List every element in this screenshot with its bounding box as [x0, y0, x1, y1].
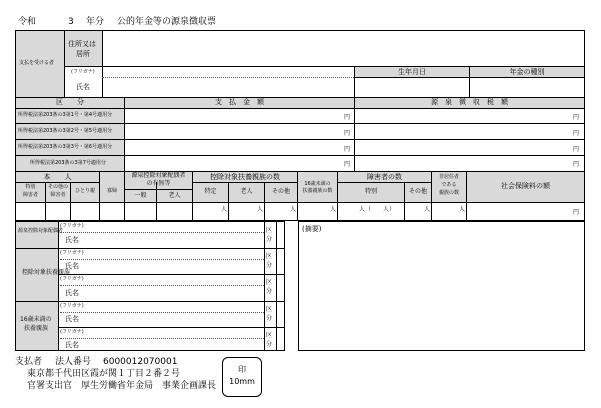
name-label: 氏名: [76, 83, 90, 91]
kubun-label: 区分: [266, 227, 273, 243]
yen-unit: 円: [573, 209, 580, 216]
payer-label: 支払者: [15, 357, 43, 367]
single-parent-label: ひとり親: [74, 188, 95, 194]
person-unit: 人: [424, 206, 431, 213]
address-label-cell: [65, 31, 102, 66]
yen-unit: 円: [344, 146, 351, 153]
furigana-label: (フリガナ): [60, 250, 84, 256]
other-disabled-label-2: 障害者: [50, 192, 66, 198]
payer-officer: 官署支出官 厚生労働省年金局 事業企画課長: [27, 381, 217, 391]
nonresident-header-3: 親族の数: [438, 190, 459, 196]
furigana-label: (フリガナ): [60, 303, 84, 309]
dep-other-label: その他: [271, 188, 290, 195]
remarks-label: (摘要): [302, 225, 322, 233]
corporate-number: 6000012070001: [103, 357, 178, 367]
pension-type-label: 年金の種別: [509, 68, 545, 76]
category-header: 区 分: [56, 98, 84, 106]
kubun-label: 区分: [266, 332, 273, 348]
amount-row-3-label: 所得税法第203条の3第3号・第6号適用分: [18, 144, 113, 150]
year-suffix: 年分: [86, 17, 105, 27]
under16-label-1: 16歳未満の: [20, 316, 52, 323]
yen-unit: 円: [344, 161, 351, 168]
widow-label: 寡婦: [106, 188, 117, 194]
name-label: 氏名: [65, 341, 79, 349]
elderly-label: 老人: [168, 192, 181, 199]
under16-header-2: 扶養親族の数: [302, 188, 333, 194]
specific-label: 特定: [204, 188, 217, 195]
person-unit: 人: [459, 206, 466, 213]
furigana-label: (フリガナ): [60, 329, 84, 335]
era-label: 令和: [18, 17, 37, 27]
payee-label: 支払を受ける者: [19, 60, 55, 66]
person-unit: 人: [290, 206, 297, 213]
dependents-count-header: 控除対象扶養親族の数: [210, 173, 280, 181]
yen-unit: 円: [344, 114, 351, 121]
kubun-label: 区分: [266, 306, 273, 322]
yen-unit: 円: [573, 130, 580, 137]
yen-unit: 円: [344, 130, 351, 137]
yen-unit: 円: [573, 114, 580, 121]
amount-row-4-label: 所得税法第203条の3第7号適用分: [30, 160, 106, 166]
dep-elderly-label: 老人: [240, 188, 253, 195]
name-label: 氏名: [65, 262, 79, 270]
amount-row-1-label: 所得税法第203条の3第1号・第4号適用分: [18, 112, 113, 118]
kubun-label: 区分: [266, 253, 273, 269]
yen-unit: 円: [573, 146, 580, 153]
dis-special-label: 特別: [364, 188, 377, 195]
dependents-label: 控除対象扶養親族: [22, 269, 71, 276]
spouse-header-2: の有無等: [146, 180, 171, 187]
furigana-label: (フリガナ): [71, 69, 95, 75]
under16-header-1: 16歳未満の: [304, 181, 331, 187]
insurance-header: 社会保険料の額: [501, 182, 550, 190]
spouse-header-1: 源泉控除対象配偶者: [131, 172, 186, 179]
dis-other-label: その他: [408, 188, 427, 195]
payment-header: 支 払 金 額: [215, 98, 264, 106]
person-unit: 人: [330, 206, 337, 213]
kubun-label: 区分: [266, 279, 273, 295]
withholding-header: 源 泉 徴 収 税 額: [431, 98, 508, 106]
self-header: 本 人: [43, 173, 72, 181]
amount-row-2-label: 所得税法第203条の3第2号・第5号適用分: [18, 128, 113, 134]
name-label: 氏名: [65, 315, 79, 323]
person-unit: 人: [221, 206, 228, 213]
disabled-count-header: 障害者の数: [367, 173, 402, 181]
disabled-label: 障害者: [22, 192, 38, 198]
remarks-box: [298, 221, 585, 351]
nonresident-header-2: である: [441, 182, 457, 188]
birthdate-label: 生年月日: [398, 68, 426, 76]
seal-label: 印: [238, 365, 246, 374]
other-disabled-label-1: その他の: [47, 184, 68, 190]
document-title: 公的年金等の源泉徴収票: [117, 17, 217, 27]
address-label-2: 居所: [76, 50, 90, 58]
general-label: 一般: [134, 192, 147, 199]
name-label: 氏名: [65, 236, 79, 244]
furigana-label: (フリガナ): [60, 276, 84, 282]
tax-year: 3: [68, 17, 74, 27]
under16-label-2: 扶養親族: [24, 325, 49, 332]
furigana-label: (フリガナ): [60, 223, 84, 229]
special-label: 特別: [25, 184, 36, 190]
address-label-1: 住所又は: [68, 40, 96, 48]
payer-address: 東京都千代田区霞が関１丁目２番２号: [27, 369, 181, 379]
name-label: 氏名: [65, 289, 79, 297]
special-disabled-unit: 人（ 人）: [359, 206, 396, 213]
yen-unit: 円: [573, 161, 580, 168]
nonresident-header-1: 非居住者: [438, 174, 459, 180]
corporate-number-label: 法人番号: [55, 357, 92, 367]
seal-size: 10mm: [229, 377, 255, 386]
spouse-label: 源泉控除対象配偶者: [18, 228, 64, 234]
person-unit: 人: [257, 206, 264, 213]
